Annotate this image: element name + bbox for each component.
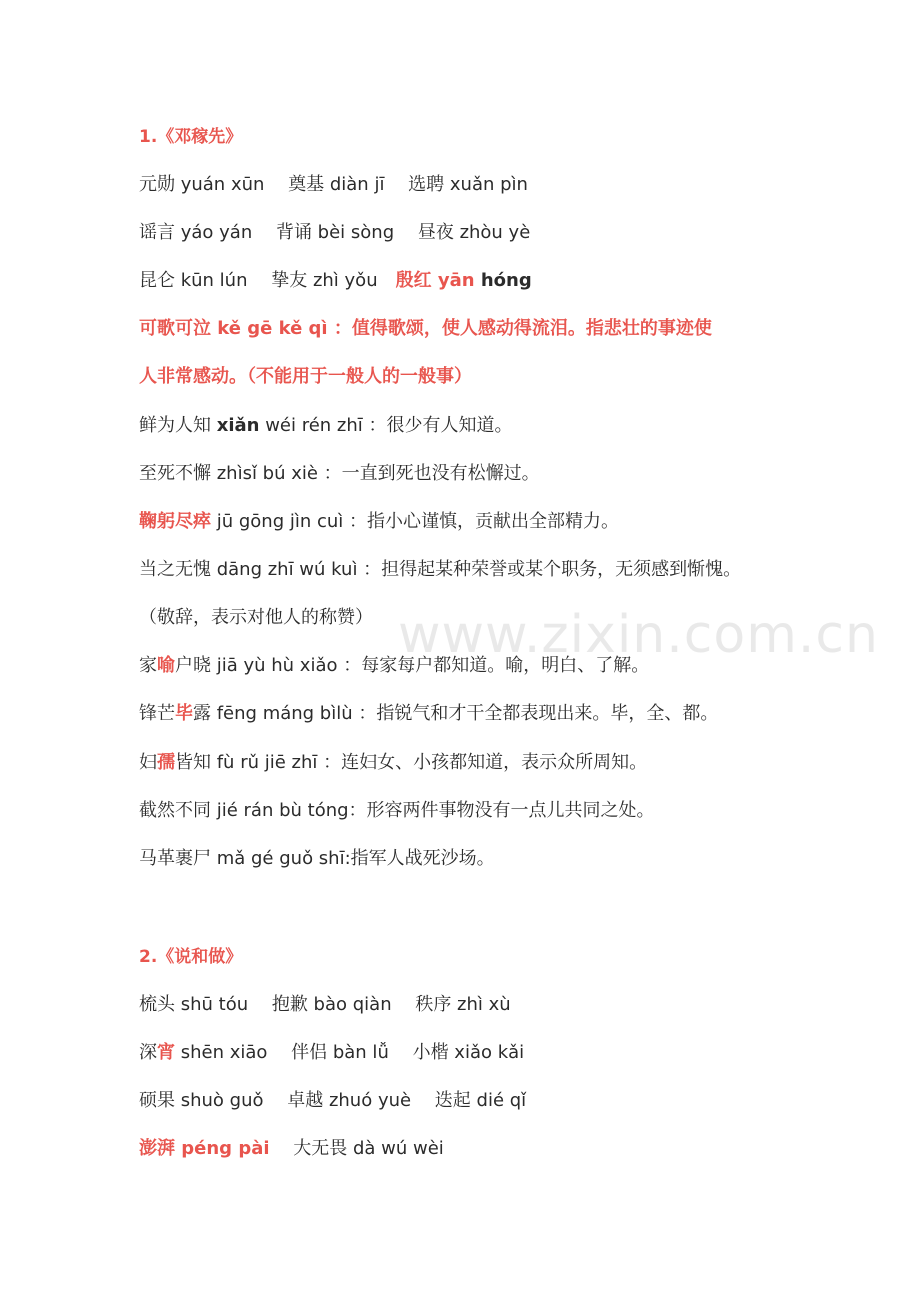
- idiom-entry: [139, 651, 789, 681]
- idiom-entry: [139, 748, 789, 778]
- idiom-entry: 截然不同 jié rán bù tóng：形容两件事物没有一点儿共同之处。: [139, 800, 655, 821]
- idiom-text: 露 fēng máng bìlù ：指锐气和才干全都表现出来。毕，全、都。: [193, 703, 719, 724]
- highlight-char: 宵: [157, 1042, 175, 1063]
- vocab-row: [139, 1038, 789, 1068]
- idiom-entry: [139, 507, 789, 537]
- idiom-entry-cont: （敬辞，表示对他人的称赞）: [139, 607, 373, 628]
- vocab-row: 硕果 shuò guǒ 卓越 zhuó yuè 迭起 dié qǐ: [139, 1090, 527, 1111]
- highlight-text: 鞠躬尽瘁: [139, 511, 211, 532]
- vocab-row: 元勋 yuán xūn 奠基 diàn jī 选聘 xuǎn pìn: [139, 174, 528, 195]
- idiom-text: 妇: [139, 752, 157, 773]
- idiom-entry-highlight-cont: 人非常感动。（不能用于一般人的一般事）: [139, 366, 472, 387]
- vocab-text: 深: [139, 1042, 157, 1063]
- vocab-text: 大无畏 dà wú wèi: [269, 1138, 444, 1159]
- idiom-entry-highlight: 可歌可泣 kě gē kě qì ：值得歌颂，使人感动得流泪。指悲壮的事迹使: [139, 318, 712, 339]
- highlight-text: 殷红 yān: [395, 270, 481, 291]
- idiom-entry: [139, 411, 789, 441]
- idiom-text: 家: [139, 655, 157, 676]
- watermark: www.zixin.com.cn: [398, 605, 879, 665]
- idiom-text: 户晓 jiā yù hù xiǎo ：每家每户都知道。喻，明白、了解。: [175, 655, 650, 676]
- idiom-entry: 马革裹尸 mǎ gé guǒ shī:指军人战死沙场。: [139, 848, 495, 869]
- idiom-text: 皆知 fù rǔ jiē zhī ：连妇女、小孩都知道，表示众所周知。: [175, 752, 648, 773]
- idiom-text: jū gōng jìn cuì ：指小心谨慎，贡献出全部精力。: [211, 511, 620, 532]
- vocab-row: [139, 1134, 789, 1164]
- section-title-1: 1.《邓稼先》: [139, 127, 243, 147]
- idiom-text: 锋芒: [139, 703, 175, 724]
- highlight-char: 毕: [175, 703, 193, 724]
- vocab-row: 梳头 shū tóu 抱歉 bào qiàn 秩序 zhì xù: [139, 994, 511, 1015]
- idiom-text: wéi rén zhī ：很少有人知道。: [259, 415, 513, 436]
- bold-pinyin: xiǎn: [216, 415, 260, 436]
- highlight-char: 孺: [157, 752, 175, 773]
- highlight-char: 喻: [157, 655, 175, 676]
- idiom-entry: 至死不懈 zhìsǐ bú xiè ：一直到死也没有松懈过。: [139, 463, 540, 484]
- idiom-entry: [139, 699, 789, 729]
- vocab-text: shēn xiāo 伴侣 bàn lǚ 小楷 xiǎo kǎi: [175, 1042, 525, 1063]
- vocab-text: 昆仑 kūn lún 挚友 zhì yǒu: [139, 270, 396, 291]
- vocab-row: [139, 266, 789, 296]
- section-title-2: 2.《说和做》: [139, 947, 243, 967]
- idiom-entry: 当之无愧 dāng zhī wú kuì ：担得起某种荣誉或某个职务，无须感到惭愧。: [139, 559, 742, 580]
- vocab-row: 谣言 yáo yán 背诵 bèi sòng 昼夜 zhòu yè: [139, 222, 531, 243]
- highlight-text: 澎湃 péng pài: [139, 1138, 270, 1159]
- bold-pinyin: hóng: [480, 270, 532, 291]
- idiom-text: 鲜为人知: [139, 415, 217, 436]
